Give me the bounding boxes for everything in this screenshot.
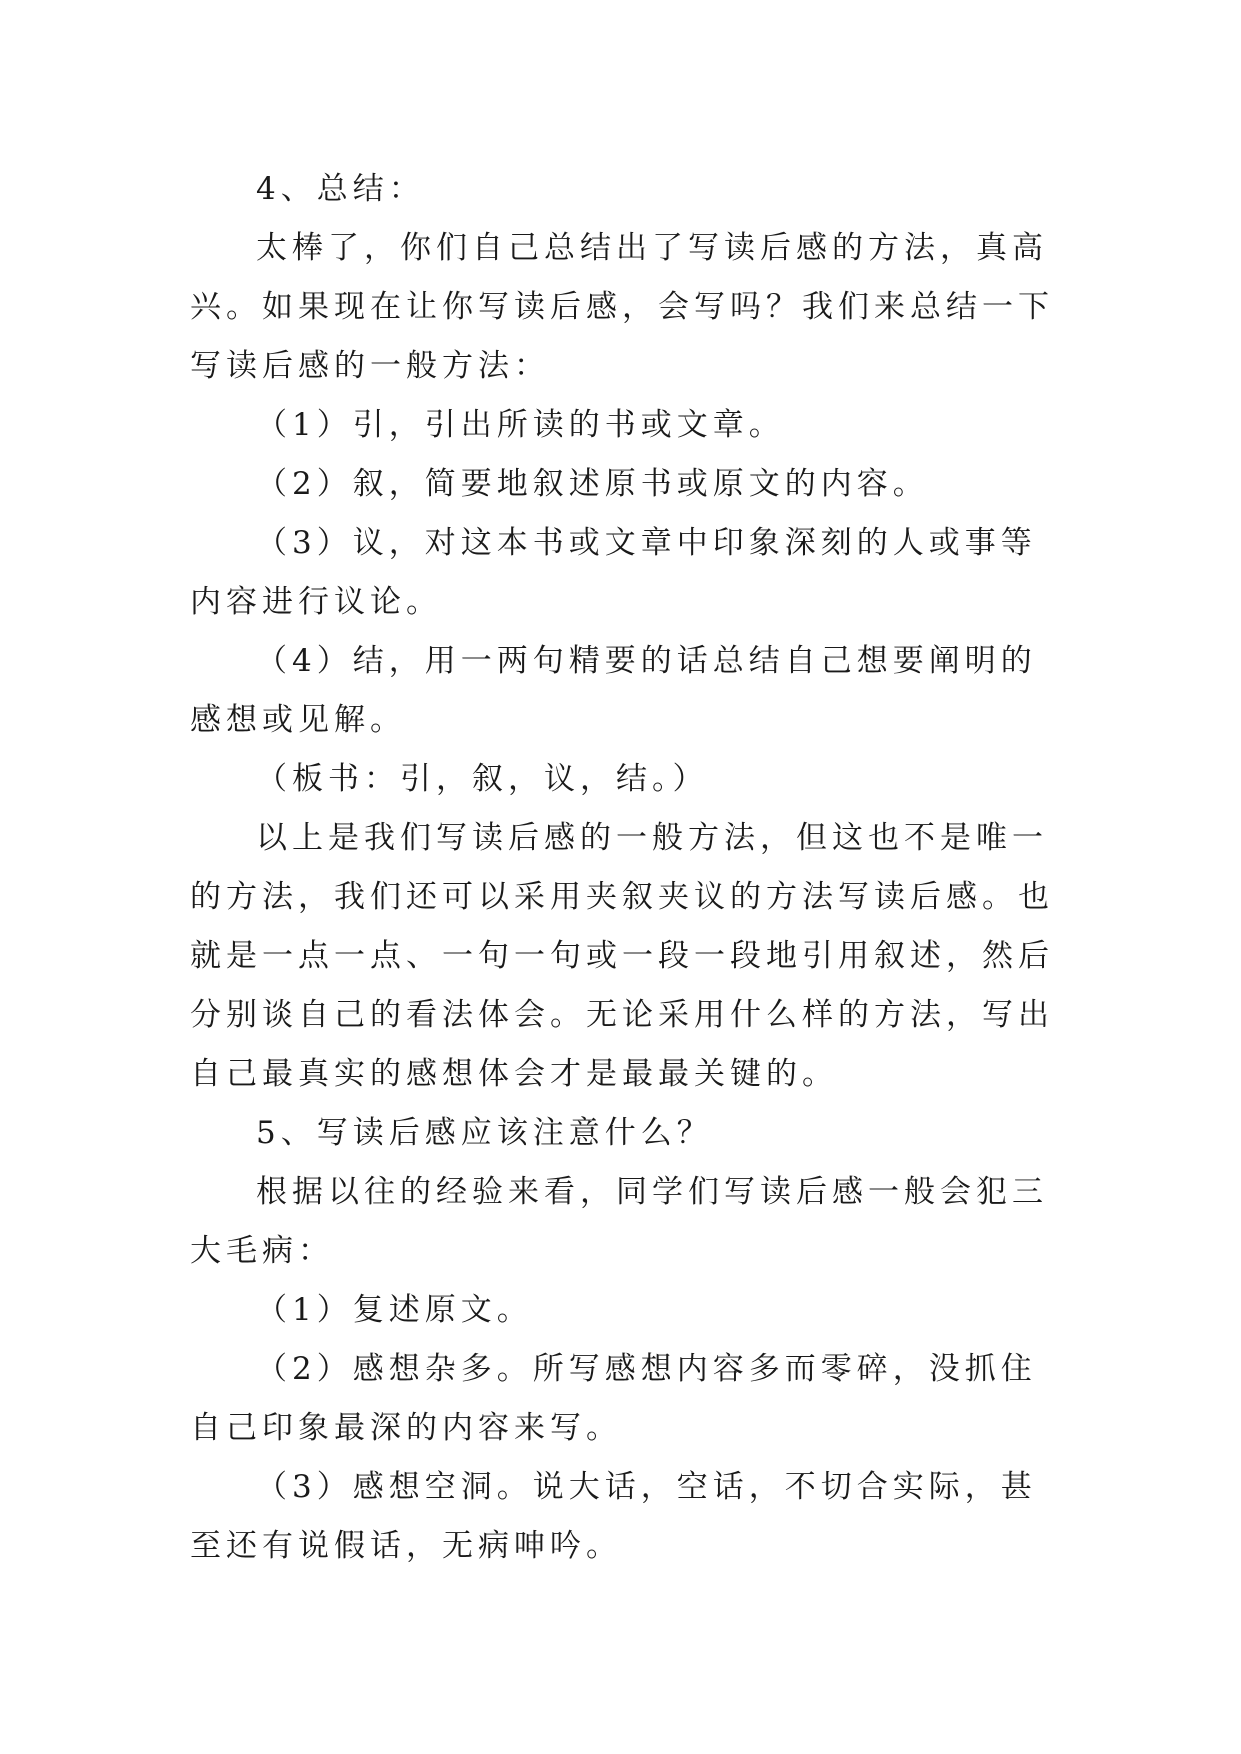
paragraph-intro: 太棒了，你们自己总结出了写读后感的方法，真高兴。如果现在让你写读后感，会写吗？我们来总结一下写读后感的一般方法： <box>190 230 1054 384</box>
section-heading-notes: 5、写读后感应该注意什么？ <box>256 1115 713 1151</box>
list-item-conclude: （4）结，用一两句精要的话总结自己想要阐明的感想或见解。 <box>190 643 1037 738</box>
list-item-empty: （3）感想空洞。说大话，空话，不切合实际，甚至还有说假话，无病呻吟。 <box>190 1469 1037 1564</box>
list-item-discuss: （3）议，对这本书或文章中印象深刻的人或事等内容进行议论。 <box>190 525 1037 620</box>
paragraph-problems: 根据以往的经验来看，同学们写读后感一般会犯三大毛病： <box>190 1174 1048 1269</box>
list-item-scattered: （2）感想杂多。所写感想内容多而零碎，没抓住自己印象最深的内容来写。 <box>190 1351 1037 1446</box>
blackboard-note: （板书：引，叙，议，结。） <box>256 761 709 797</box>
list-item-narrate: （2）叙，简要地叙述原书或原文的内容。 <box>256 466 929 502</box>
section-heading-summary: 4、总结： <box>256 171 425 207</box>
list-item-introduce: （1）引，引出所读的书或文章。 <box>256 407 785 443</box>
paragraph-method: 以上是我们写读后感的一般方法，但这也不是唯一的方法，我们还可以采用夹叙夹议的方法写读后感。也就是一点一点、一句一句或一段一段地引用叙述，然后分别谈自己的看法体会。无论采用什么样的方法，写出自己最真实的感想体会才是最最关键的。 <box>190 820 1054 1092</box>
list-item-retelling: （1）复述原文。 <box>256 1292 533 1328</box>
document-body <box>190 160 1070 1576</box>
